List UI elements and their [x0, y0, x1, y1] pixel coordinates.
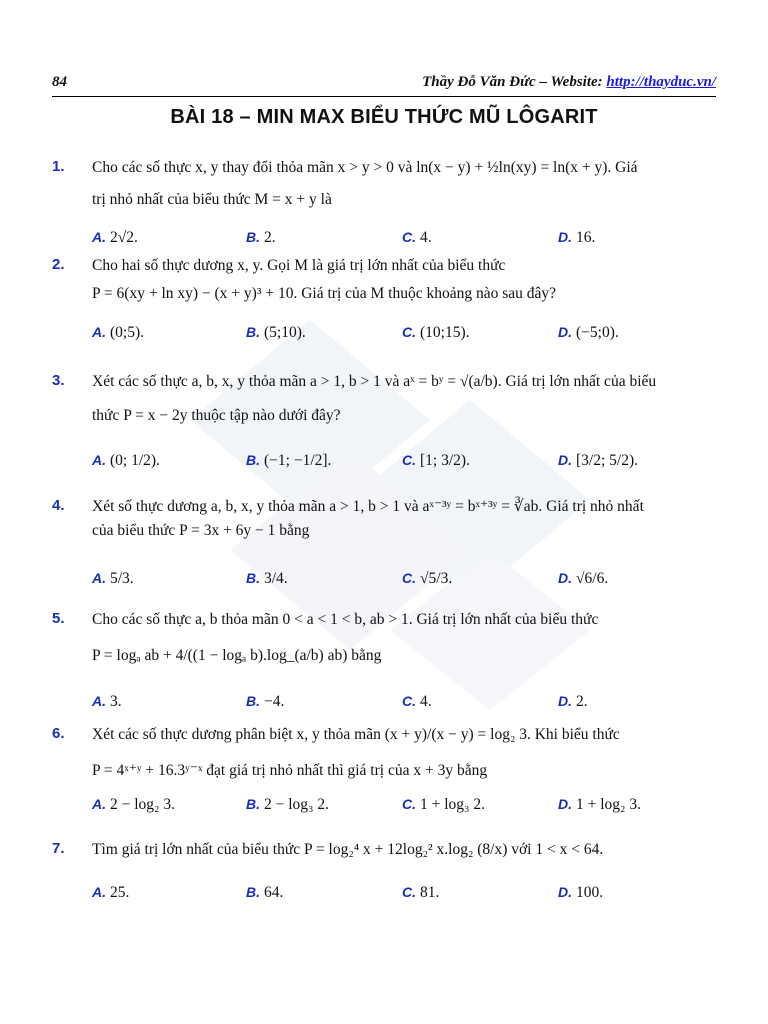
option-a[interactable]: A. 25. — [92, 884, 130, 901]
option-c[interactable]: C. (10;15). — [402, 324, 470, 341]
question-text: Xét số thực dương a, b, x, y thỏa mãn a > 1, b > 1 và aˣ⁻³ʸ = bˣ⁺³ʸ = ∛ab. Giá trị nhỏ nhất — [92, 498, 644, 515]
question-number: 4. — [52, 497, 65, 514]
question-number: 7. — [52, 840, 65, 857]
website-link[interactable]: http://thayduc.vn/ — [606, 74, 716, 90]
option-c[interactable]: C. [1; 3/2). — [402, 452, 470, 469]
option-d[interactable]: D. 100. — [558, 884, 604, 901]
option-d[interactable]: D. (−5;0). — [558, 324, 619, 341]
page-number: 84 — [52, 74, 67, 90]
option-d[interactable]: D. [3/2; 5/2). — [558, 452, 638, 469]
option-b[interactable]: B. 64. — [246, 884, 284, 901]
option-c[interactable]: C. 4. — [402, 229, 432, 246]
question-4 — [52, 497, 716, 547]
question-text-cont: thức P = x − 2y thuộc tập nào dưới đây? — [92, 407, 341, 424]
question-number: 5. — [52, 610, 65, 627]
question-text: Cho hai số thực dương x, y. Gọi M là giá trị lớn nhất của biểu thức — [92, 257, 506, 274]
option-b[interactable]: B. (5;10). — [246, 324, 306, 341]
page-header — [52, 72, 716, 97]
option-c[interactable]: C. 81. — [402, 884, 440, 901]
option-c[interactable]: C. 4. — [402, 693, 432, 710]
question-6 — [52, 725, 716, 785]
question-text: Tìm giá trị lớn nhất của biểu thức P = log₂⁴ x + 12log₂² x.log₂ (8/x) với 1 < x < 64. — [92, 841, 604, 858]
question-text: Xét các số thực a, b, x, y thỏa mãn a > 1, b > 1 và aˣ = bʸ = √(a/b). Giá trị lớn nhất của biểu — [92, 373, 657, 390]
question-text-cont: P = logₐ ab + 4/((1 − logₐ b).log_(a/b) ab) bằng — [92, 647, 382, 664]
author-line — [422, 74, 716, 91]
author-text: Thầy Đỗ Văn Đức – Website: — [422, 74, 607, 90]
option-a[interactable]: A. 2√2. — [92, 229, 138, 246]
question-5 — [52, 610, 716, 680]
option-d[interactable]: D. 16. — [558, 229, 596, 246]
option-b[interactable]: B. (−1; −1/2]. — [246, 452, 332, 469]
option-b[interactable]: B. 2 − log₃ 2. — [246, 796, 329, 813]
question-text-cont: của biểu thức P = 3x + 6y − 1 bằng — [92, 522, 310, 539]
option-c[interactable]: C. √5/3. — [402, 570, 453, 587]
option-a[interactable]: A. (0;5). — [92, 324, 145, 341]
question-number: 6. — [52, 725, 65, 742]
question-2 — [52, 256, 716, 312]
question-1 — [52, 152, 716, 222]
option-d[interactable]: D. √6/6. — [558, 570, 609, 587]
option-a[interactable]: A. 2 − log₂ 3. — [92, 796, 175, 813]
question-number: 3. — [52, 372, 65, 389]
option-b[interactable]: B. −4. — [246, 693, 285, 710]
question-number: 2. — [52, 256, 65, 273]
option-c[interactable]: C. 1 + log₃ 2. — [402, 796, 485, 813]
option-d[interactable]: D. 1 + log₂ 3. — [558, 796, 641, 813]
page-title: BÀI 18 – MIN MAX BIỂU THỨC MŨ LÔGARIT — [170, 106, 598, 128]
question-text: Xét các số thực dương phân biệt x, y thỏa mãn (x + y)/(x − y) = log₂ 3. Khi biểu thức — [92, 726, 620, 743]
question-3 — [52, 372, 716, 432]
option-a[interactable]: A. 3. — [92, 693, 122, 710]
question-number: 1. — [52, 158, 65, 175]
question-7 — [52, 840, 716, 870]
question-text-cont: P = 4ˣ⁺ʸ + 16.3ʸ⁻ˣ đạt giá trị nhỏ nhất thì giá trị của x + 3y bằng — [92, 762, 488, 779]
option-a[interactable]: A. (0; 1/2). — [92, 452, 160, 469]
option-a[interactable]: A. 5/3. — [92, 570, 134, 587]
option-d[interactable]: D. 2. — [558, 693, 588, 710]
option-b[interactable]: B. 3/4. — [246, 570, 288, 587]
question-text-cont: trị nhỏ nhất của biểu thức M = x + y là — [92, 191, 332, 208]
question-text: Cho các số thực x, y thay đổi thỏa mãn x > y > 0 và ln(x − y) + ½ln(xy) = ln(x + y). Giá — [92, 159, 638, 176]
question-text-cont: P = 6(xy + ln xy) − (x + y)³ + 10. Giá trị của M thuộc khoảng nào sau đây? — [92, 285, 557, 302]
question-text: Cho các số thực a, b thỏa mãn 0 < a < 1 < b, ab > 1. Giá trị lớn nhất của biểu thức — [92, 611, 599, 628]
option-b[interactable]: B. 2. — [246, 229, 276, 246]
